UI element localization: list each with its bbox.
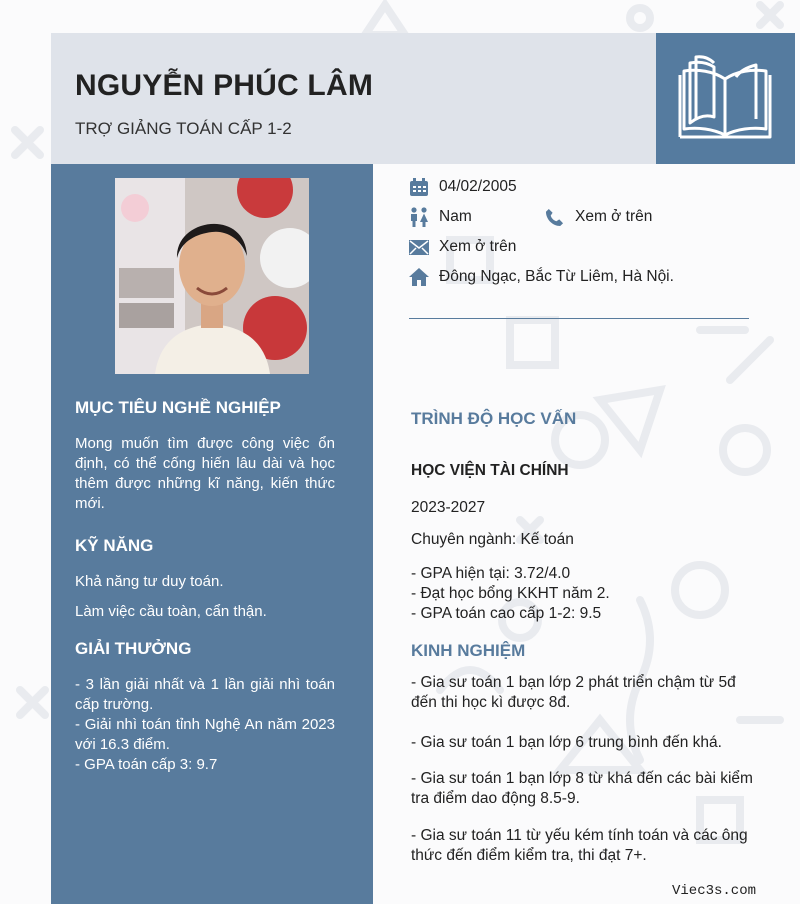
education-detail: - GPA hiện tại: 3.72/4.0 <box>411 565 571 582</box>
education-detail: - GPA toán cao cấp 1-2: 9.5 <box>411 605 602 622</box>
study-years: 2023-2027 <box>411 499 486 516</box>
email-text: Xem ở trên <box>439 238 517 255</box>
open-book-icon <box>678 53 773 143</box>
skills-heading: KỸ NĂNG <box>75 536 154 555</box>
site-watermark: Viec3s.com <box>672 883 757 899</box>
award-item: - GPA toán cấp 3: 9.7 <box>75 756 218 773</box>
gender-text: Nam <box>439 208 472 225</box>
skill-item: Khả năng tư duy toán. <box>75 573 224 590</box>
phone-icon <box>545 208 564 227</box>
section-divider <box>409 318 749 319</box>
skill-item: Làm việc cầu toàn, cẩn thận. <box>75 603 267 620</box>
header-banner <box>51 33 656 164</box>
profile-photo <box>115 178 309 374</box>
birthday-text: 04/02/2005 <box>439 178 517 195</box>
major-text: Chuyên ngành: Kế toán <box>411 531 574 548</box>
address-text: Đông Ngạc, Bắc Từ Liêm, Hà Nội. <box>439 268 674 285</box>
calendar-icon <box>409 178 429 197</box>
school-name: HỌC VIỆN TÀI CHÍNH <box>411 462 569 479</box>
education-heading: TRÌNH ĐỘ HỌC VẤN <box>411 409 577 428</box>
phone-text: Xem ở trên <box>575 208 653 225</box>
email-icon <box>409 240 429 255</box>
book-logo-box <box>656 33 795 164</box>
experience-item: - Gia sư toán 1 bạn lớp 2 phát triển chậm từ 5đ đến thi học kì được 8đ. <box>411 674 736 711</box>
education-detail: - Đạt học bổng KKHT năm 2. <box>411 585 610 602</box>
job-title: TRỢ GIẢNG TOÁN CẤP 1-2 <box>75 119 292 138</box>
award-item: - 3 lần giải nhất và 1 lần giải nhì toán cấp trường. <box>75 676 335 713</box>
experience-item: - Gia sư toán 1 bạn lớp 6 trung bình đến khá. <box>411 734 722 751</box>
left-sidebar <box>51 164 373 904</box>
portrait-illustration <box>115 178 309 374</box>
experience-item: - Gia sư toán 11 từ yếu kém tính toán và các ông thức đến điểm kiểm tra, thi đạt 7+. <box>411 827 748 864</box>
objective-heading: MỤC TIÊU NGHỀ NGHIỆP <box>75 398 281 417</box>
award-item: - Giải nhì toán tỉnh Nghệ An năm 2023 với 16.3 điểm. <box>75 716 335 753</box>
experience-item: - Gia sư toán 1 bạn lớp 8 từ khá đến các bài kiểm tra điểm dao động 8.5-9. <box>411 770 753 807</box>
awards-heading: GIẢI THƯỞNG <box>75 639 192 658</box>
experience-heading: KINH NGHIỆM <box>411 641 526 660</box>
candidate-name: NGUYỄN PHÚC LÂM <box>75 69 374 102</box>
gender-icon <box>409 207 429 227</box>
home-icon <box>409 268 429 286</box>
objective-text: Mong muốn tìm được công việc ổn định, có thể cống hiến lâu dài và học thêm được những kĩ năng, kiến thức mới. <box>75 435 335 512</box>
